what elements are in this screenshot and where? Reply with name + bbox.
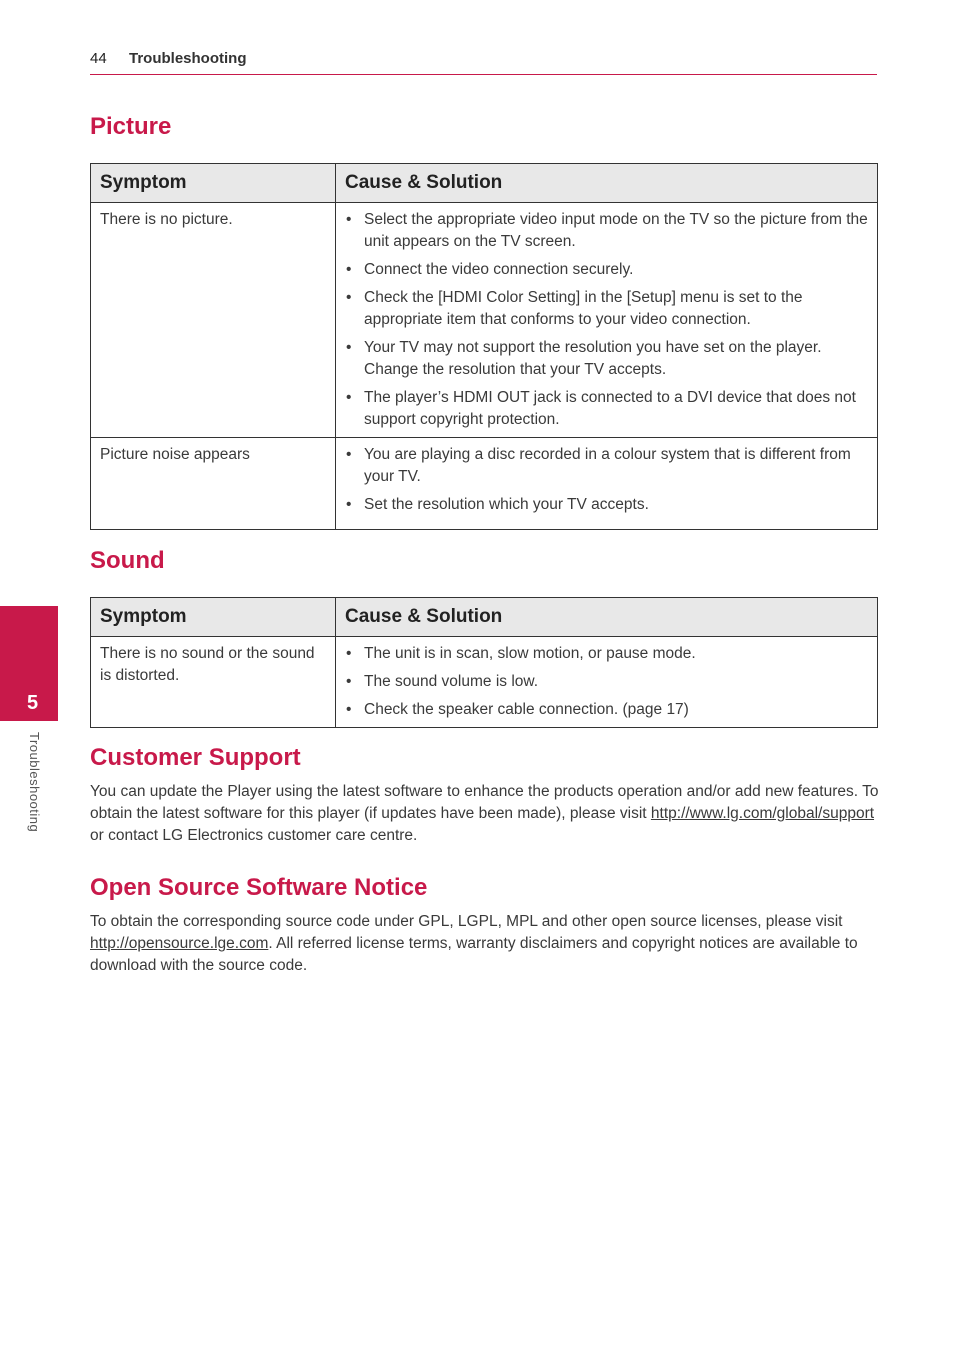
- page-header: [90, 48, 877, 75]
- symptom-column-header: Symptom: [91, 164, 336, 203]
- cause-column-header: Cause & Solution: [336, 164, 878, 203]
- list-item: • The unit is in scan, slow motion, or pause mode.: [345, 643, 868, 665]
- chapter-number: 5: [27, 692, 39, 714]
- list-item: • Check the [HDMI Color Setting] in the [Setup] menu is set to the appropriate item that conforms to your video connection.: [345, 287, 868, 331]
- table-header-row: [91, 598, 878, 637]
- customer-support-text-end: or contact LG Electronics customer care centre.: [90, 827, 418, 844]
- table-row: [91, 438, 878, 530]
- sound-heading: Sound: [90, 547, 165, 574]
- open-source-text: To obtain the corresponding source code under GPL, LGPL, MPL and other open source licenses, please visit: [90, 913, 843, 930]
- table-row: [91, 637, 878, 728]
- solution-cell: [336, 637, 878, 728]
- sound-table: [90, 597, 878, 728]
- list-item: • Your TV may not support the resolution you have set on the player. Change the resolution that your TV accepts.: [345, 337, 868, 381]
- picture-heading: Picture: [90, 113, 172, 140]
- symptom-cell: There is no picture.: [91, 203, 336, 438]
- list-item: • Check the speaker cable connection. (page 17): [345, 699, 868, 721]
- symptom-cell: Picture noise appears: [91, 438, 336, 530]
- list-item: • The player’s HDMI OUT jack is connected to a DVI device that does not support copyright protection.: [345, 387, 868, 431]
- solution-list: [345, 444, 868, 516]
- open-source-heading: Open Source Software Notice: [90, 874, 428, 901]
- customer-support-heading: Customer Support: [90, 744, 301, 771]
- table-row: [91, 203, 878, 438]
- list-item: • You are playing a disc recorded in a colour system that is different from your TV.: [345, 444, 868, 488]
- solution-list: [345, 209, 868, 431]
- open-source-paragraph: [90, 911, 880, 977]
- chapter-tab: [0, 606, 58, 721]
- open-source-text-end: . All referred license terms, warranty disclaimers and copyright notices are available to download with the source code.: [90, 935, 858, 974]
- solution-cell: [336, 438, 878, 530]
- customer-support-paragraph: [90, 781, 880, 847]
- chapter-side-label: Troubleshooting: [27, 732, 42, 833]
- list-item: • Select the appropriate video input mode on the TV so the picture from the unit appears on the TV screen.: [345, 209, 868, 253]
- table-header-row: [91, 164, 878, 203]
- header-section-title: Troubleshooting: [129, 50, 247, 67]
- cause-column-header: Cause & Solution: [336, 598, 878, 637]
- solution-list: [345, 643, 868, 721]
- list-item: • The sound volume is low.: [345, 671, 868, 693]
- opensource-link[interactable]: http://opensource.lge.com: [90, 935, 269, 952]
- list-item: • Connect the video connection securely.: [345, 259, 868, 281]
- symptom-column-header: Symptom: [91, 598, 336, 637]
- page-number: 44: [90, 50, 107, 67]
- customer-support-text: You can update the Player using the latest software to enhance the products operation and/or add new features. To obtain the latest software for this player (if updates have been made), please visit: [90, 783, 879, 822]
- lg-support-link[interactable]: http://www.lg.com/global/support: [650, 805, 875, 822]
- picture-table: [90, 163, 878, 530]
- list-item: • Set the resolution which your TV accepts.: [345, 494, 868, 516]
- solution-cell: [336, 203, 878, 438]
- symptom-cell: There is no sound or the sound is distorted.: [91, 637, 336, 728]
